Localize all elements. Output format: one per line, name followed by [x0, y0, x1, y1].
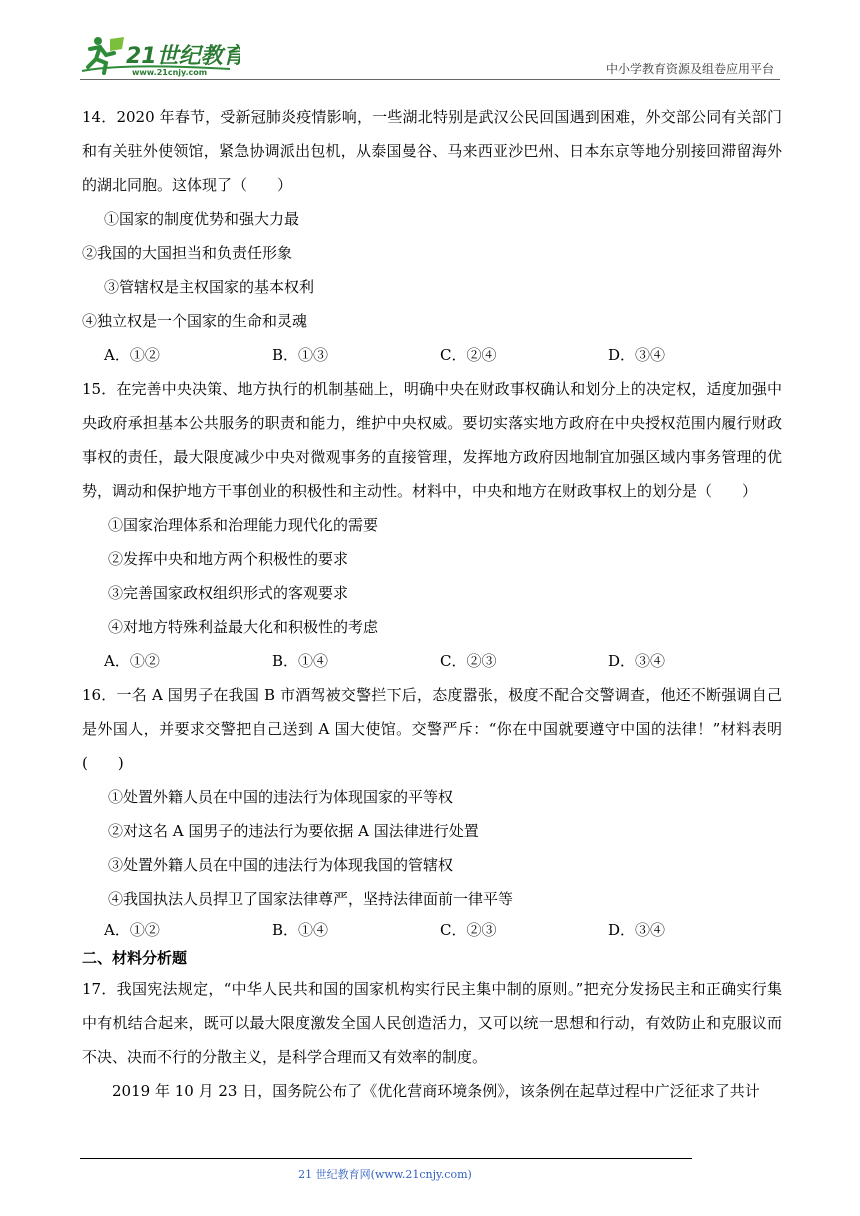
- question-14-item-1: ①国家的制度优势和强大力最: [104, 210, 300, 228]
- choice-d[interactable]: D．③④: [608, 921, 666, 939]
- document-body: [82, 100, 782, 1108]
- section-title: 二、材料分析题: [82, 949, 188, 967]
- question-16-item-4: ④我国执法人员捍卫了国家法律尊严，坚持法律面前一律平等: [108, 890, 514, 908]
- choice-a[interactable]: A．①②: [104, 921, 160, 939]
- header-platform-text: 中小学教育资源及组卷应用平台: [605, 62, 774, 76]
- question-14-choices: [82, 338, 782, 372]
- choice-a[interactable]: A．①②: [104, 652, 160, 670]
- question-15-stem: 15．在完善中央决策、地方执行的机制基础上，明确中央在财政事权确认和划分上的决定权，适度加强中央政府承担基本公共服务的职责和能力，维护中央权威。要切实落实地方政府在中央授权范围内履行财政事权的责任，最大限度减少中央对微观事务的直接管理，发挥地方政府因地制宜加强区域内事务管理的优势，调动和保护地方干事创业的积极性和主动性。材料中，中央和地方在财政事权上的划分是（ ）: [82, 380, 782, 500]
- question-16-choices: [82, 916, 782, 944]
- choice-b[interactable]: B．①④: [272, 652, 329, 670]
- question-14-item-3: ③管辖权是主权国家的基本权利: [104, 278, 315, 296]
- question-14-stem: 14．2020 年春节，受新冠肺炎疫情影响，一些湖北特别是武汉公民回国遇到困难，外交部公同有关部门和有关驻外使领馆，紧急协调派出包机，从泰国曼谷、马来西亚沙巴州、日本东京等地分别接回滞留海外的湖北同胞。这体现了（ ）: [82, 108, 782, 194]
- question-15-item-3: ③完善国家政权组织形式的客观要求: [108, 584, 349, 602]
- choice-a[interactable]: A．①②: [104, 346, 160, 364]
- choice-c[interactable]: C．②③: [440, 652, 497, 670]
- question-15-choices: [82, 644, 782, 678]
- logo-url: www.21cnjy.com: [132, 68, 208, 77]
- question-15-item-1: ①国家治理体系和治理能力现代化的需要: [108, 516, 379, 534]
- question-16-item-2: ②对这名 A 国男子的违法行为要依据 A 国法律进行处置: [108, 822, 479, 840]
- site-logo[interactable]: [80, 33, 240, 77]
- question-15-item-4: ④对地方特殊利益最大化和积极性的考虑: [108, 618, 379, 636]
- question-14-item-2: ②我国的大国担当和负责任形象: [82, 244, 293, 262]
- choice-c[interactable]: C．②④: [440, 346, 497, 364]
- question-16-stem: 16．一名 A 国男子在我国 B 市酒驾被交警拦下后，态度嚣张，极度不配合交警调查，他还不断强调自己是外国人，并要求交警把自己送到 A 国大使馆。交警严斥：“你在中国就要遵守中国的法律！”材料表明( ): [82, 686, 782, 772]
- logo-text: 21世纪教育: [126, 44, 240, 69]
- footer-divider: [80, 1158, 692, 1159]
- question-17-paragraph-1: 17．我国宪法规定，“中华人民共和国的国家机构实行民主集中制的原则。”把充分发扬民主和正确实行集中有机结合起来，既可以最大限度激发全国人民创造活力，又可以统一思想和行动，有效防止和克服议而不决、决而不行的分散主义，是科学合理而又有效率的制度。: [82, 980, 782, 1066]
- choice-c[interactable]: C．②③: [440, 921, 497, 939]
- choice-d[interactable]: D．③④: [608, 652, 666, 670]
- choice-b[interactable]: B．①③: [272, 346, 329, 364]
- choice-d[interactable]: D．③④: [608, 346, 666, 364]
- logo-graphic: [80, 33, 240, 77]
- choice-b[interactable]: B．①④: [272, 921, 329, 939]
- question-14-item-4: ④独立权是一个国家的生命和灵魂: [82, 312, 308, 330]
- question-16-item-3: ③处置外籍人员在中国的违法行为体现我国的管辖权: [108, 856, 454, 874]
- question-16-item-1: ①处置外籍人员在中国的违法行为体现国家的平等权: [108, 788, 454, 806]
- footer-site-text[interactable]: 21 世纪教育网(www.21cnjy.com): [298, 1168, 472, 1181]
- header-divider: [80, 79, 780, 80]
- question-15-item-2: ②发挥中央和地方两个积极性的要求: [108, 550, 349, 568]
- question-17-paragraph-2: 2019 年 10 月 23 日，国务院公布了《优化营商环境条例》，该条例在起草过程中广泛征求了共计: [112, 1082, 760, 1100]
